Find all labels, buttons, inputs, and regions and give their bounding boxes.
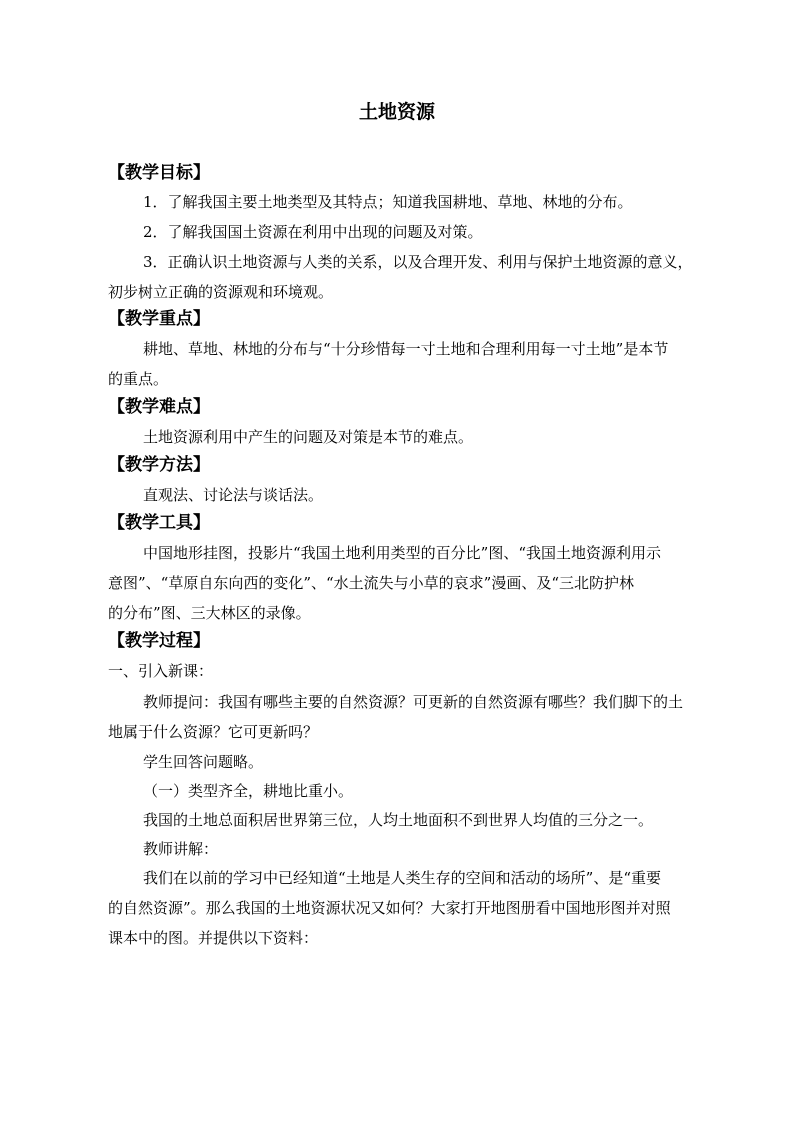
section-heading-process: 【教学过程】: [108, 631, 210, 651]
process-paragraph-3: （一）类型齐全，耕地比重小。: [143, 782, 354, 800]
section-heading-objectives: 【教学目标】: [108, 163, 210, 183]
key-points-line-1: 耕地、草地、林地的分布与“十分珍惜每一寸土地和合理利用每一寸土地”是本节: [143, 340, 669, 358]
tools-line-3: 的分布”图、三大林区的录像。: [108, 604, 311, 622]
methods-line-1: 直观法、讨论法与谈话法。: [143, 486, 324, 504]
key-points-line-2: 的重点。: [108, 370, 169, 388]
section-heading-difficulties: 【教学难点】: [108, 397, 210, 417]
process-paragraph-6-line-1: 我们在以前的学习中已经知道“土地是人类生存的空间和活动的场所”、是“重要: [143, 869, 662, 887]
difficulties-line-1: 土地资源利用中产生的问题及对策是本节的难点。: [143, 428, 474, 446]
section-heading-methods: 【教学方法】: [108, 455, 210, 475]
process-paragraph-6-line-3: 课本中的图。并提供以下资料：: [108, 929, 319, 947]
objective-item-3-line-1: 3．正确认识土地资源与人类的关系，以及合理开发、利用与保护土地资源的意义，: [143, 253, 693, 271]
objective-item-1: 1．了解我国主要土地类型及其特点；知道我国耕地、草地、林地的分布。: [143, 193, 633, 211]
process-paragraph-1-line-1: 教师提问：我国有哪些主要的自然资源？可更新的自然资源有哪些？我们脚下的土: [143, 693, 684, 711]
section-heading-tools: 【教学工具】: [108, 513, 210, 533]
section-heading-key-points: 【教学重点】: [108, 309, 210, 329]
process-paragraph-5: 教师讲解：: [143, 840, 219, 858]
objective-item-2: 2．了解我国国土资源在利用中出现的问题及对策。: [143, 223, 483, 241]
process-paragraph-1-line-2: 地属于什么资源？它可更新吗？: [108, 723, 319, 741]
document-title: 土地资源: [358, 101, 435, 123]
tools-line-1: 中国地形挂图，投影片“我国土地利用类型的百分比”图、“我国土地资源利用示: [143, 544, 662, 562]
process-paragraph-2: 学生回答问题略。: [143, 753, 264, 771]
process-subheading-intro: 一、引入新课：: [108, 662, 214, 680]
process-paragraph-6-line-2: 的自然资源”。那么我国的土地资源状况又如何？大家打开地图册看中国地形图并对照: [108, 899, 671, 917]
process-paragraph-4: 我国的土地总面积居世界第三位，人均土地面积不到世界人均值的三分之一。: [143, 811, 654, 829]
objective-item-3-line-2: 初步树立正确的资源观和环境观。: [108, 283, 334, 301]
tools-line-2: 意图”、“草原自东向西的变化”、“水土流失与小草的哀求”漫画、及“三北防护林: [108, 574, 635, 592]
